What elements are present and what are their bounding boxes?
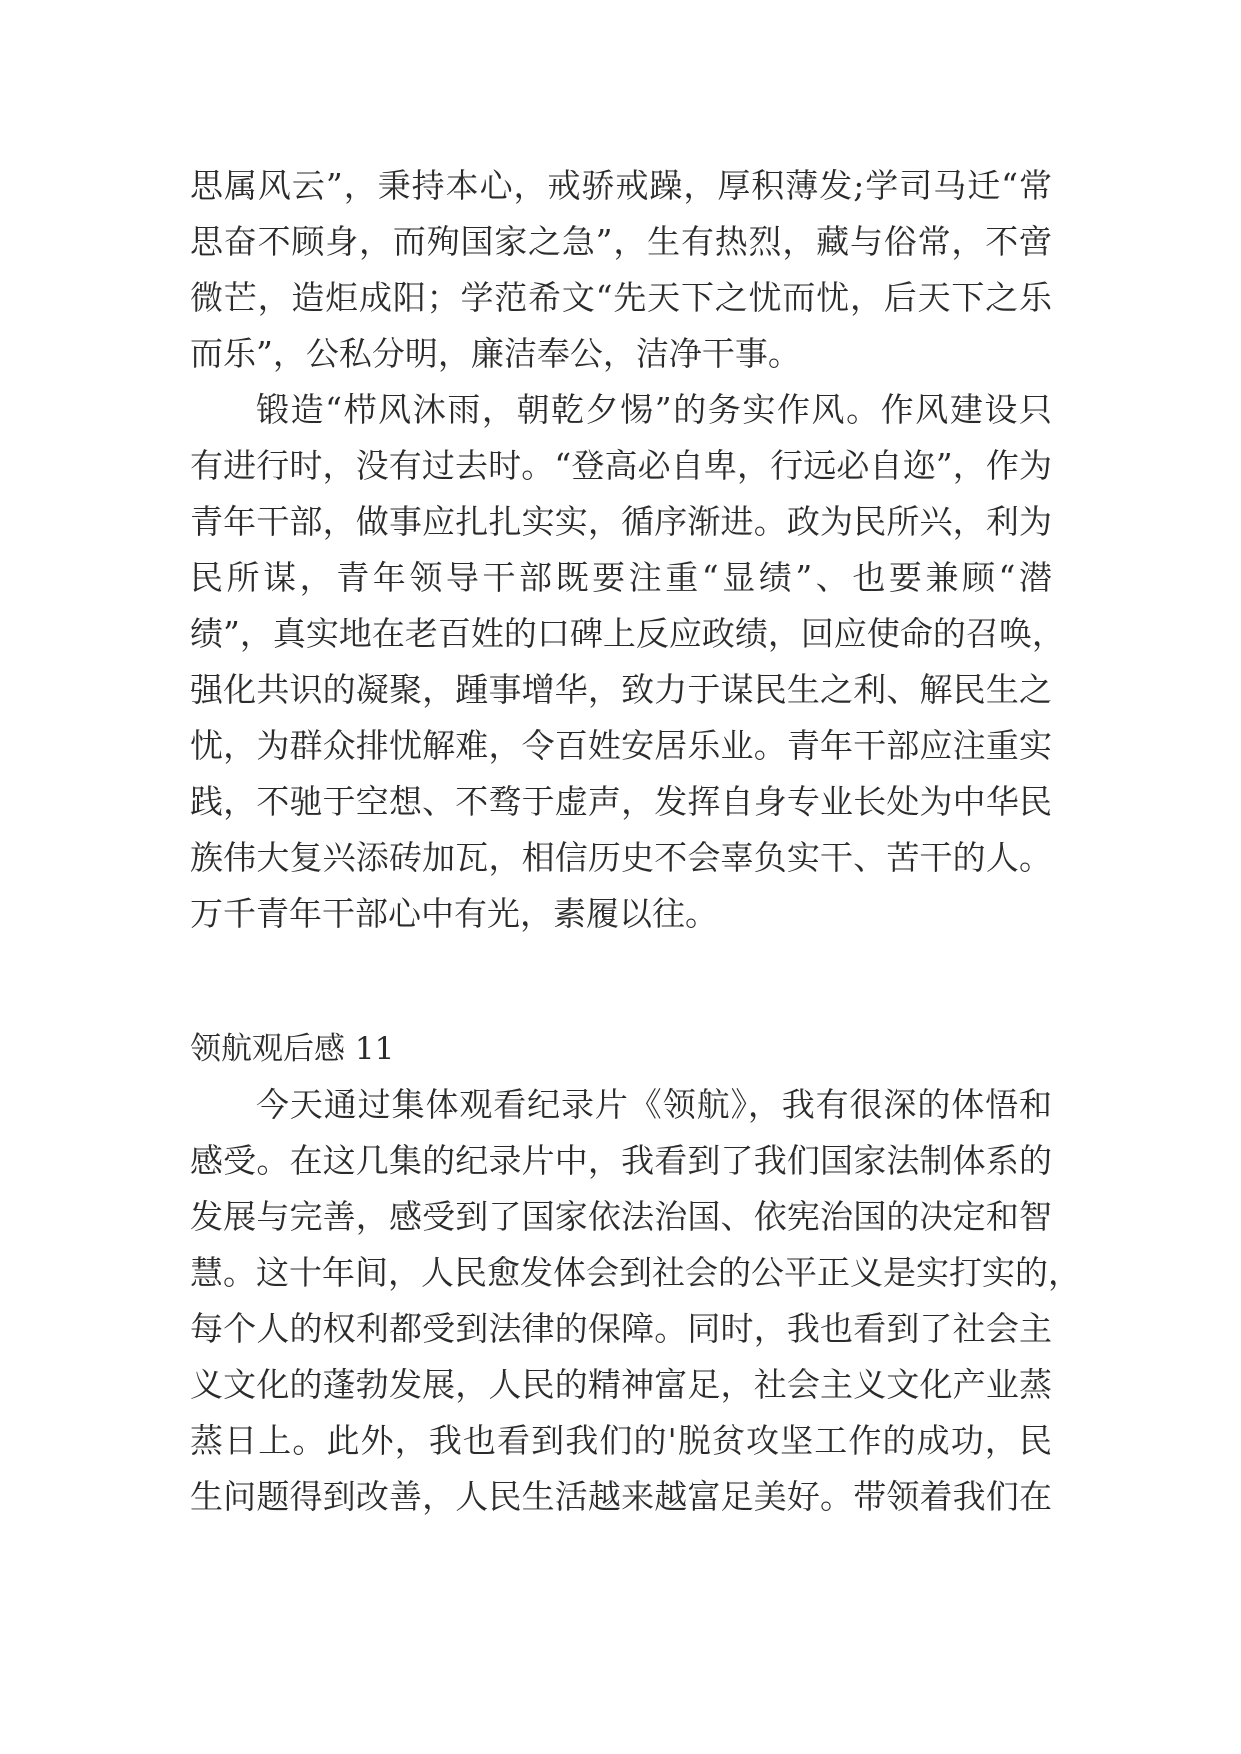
text-line: 感受。在这几集的纪录片中，我看到了我们国家法制体系的: [190, 1141, 1052, 1180]
text-line: 思奋不顾身，而殉国家之急”，生有热烈，藏与俗常，不啻: [190, 222, 1052, 261]
text-line: 锻造“栉风沐雨，朝乾夕惕”的务实作风。作风建设只: [256, 390, 1052, 429]
text-line: 微芒，造炬成阳；学范希文“先天下之忧而忧，后天下之乐: [190, 278, 1052, 317]
text-line: 强化共识的凝聚，踵事增华，致力于谋民生之利、解民生之: [190, 670, 1052, 709]
text-line: 生问题得到改善，人民生活越来越富足美好。带领着我们在: [190, 1477, 1052, 1516]
text-line: 忧，为群众排忧解难，令百姓安居乐业。青年干部应注重实: [190, 726, 1052, 765]
section-heading: 领航观后感 11: [190, 1031, 395, 1067]
document-body: [190, 158, 1081, 1525]
text-line: 今天通过集体观看纪录片《领航》，我有很深的体悟和: [256, 1085, 1052, 1124]
text-line: 万千青年干部心中有光，素履以往。: [190, 894, 718, 933]
text-line: 有进行时，没有过去时。“登高必自卑，行远必自迩”，作为: [190, 446, 1052, 485]
text-line: 思属风云”，秉持本心，戒骄戒躁，厚积薄发;学司马迁“常: [190, 166, 1052, 205]
text-line: 义文化的蓬勃发展，人民的精神富足，社会主义文化产业蒸: [190, 1365, 1052, 1404]
text-line: 慧。这十年间，人民愈发体会到社会的公平正义是实打实的，: [190, 1253, 1081, 1292]
text-line: 蒸日上。此外，我也看到我们的'脱贫攻坚工作的成功，民: [190, 1421, 1052, 1460]
text-line: 而乐”，公私分明，廉洁奉公，洁净干事。: [190, 334, 801, 373]
paragraph-continuation: [190, 158, 1052, 382]
paragraph-work-style: [190, 382, 1065, 942]
paragraph-reflection: [190, 1077, 1081, 1525]
text-line: 民所谋，青年领导干部既要注重“显绩”、也要兼顾“潜: [190, 558, 1052, 597]
text-line: 每个人的权利都受到法律的保障。同时，我也看到了社会主: [190, 1309, 1052, 1348]
text-line: 绩”，真实地在老百姓的口碑上反应政绩，回应使命的召唤，: [190, 614, 1065, 653]
text-line: 践，不驰于空想、不骛于虚声，发挥自身专业长处为中华民: [190, 782, 1052, 821]
text-line: 族伟大复兴添砖加瓦，相信历史不会辜负实干、苦干的人。: [190, 838, 1052, 877]
section-spacer: [190, 942, 1052, 1021]
text-line: 发展与完善，感受到了国家依法治国、依宪治国的决定和智: [190, 1197, 1052, 1236]
text-line: 青年干部，做事应扎扎实实，循序渐进。政为民所兴，利为: [190, 502, 1052, 541]
